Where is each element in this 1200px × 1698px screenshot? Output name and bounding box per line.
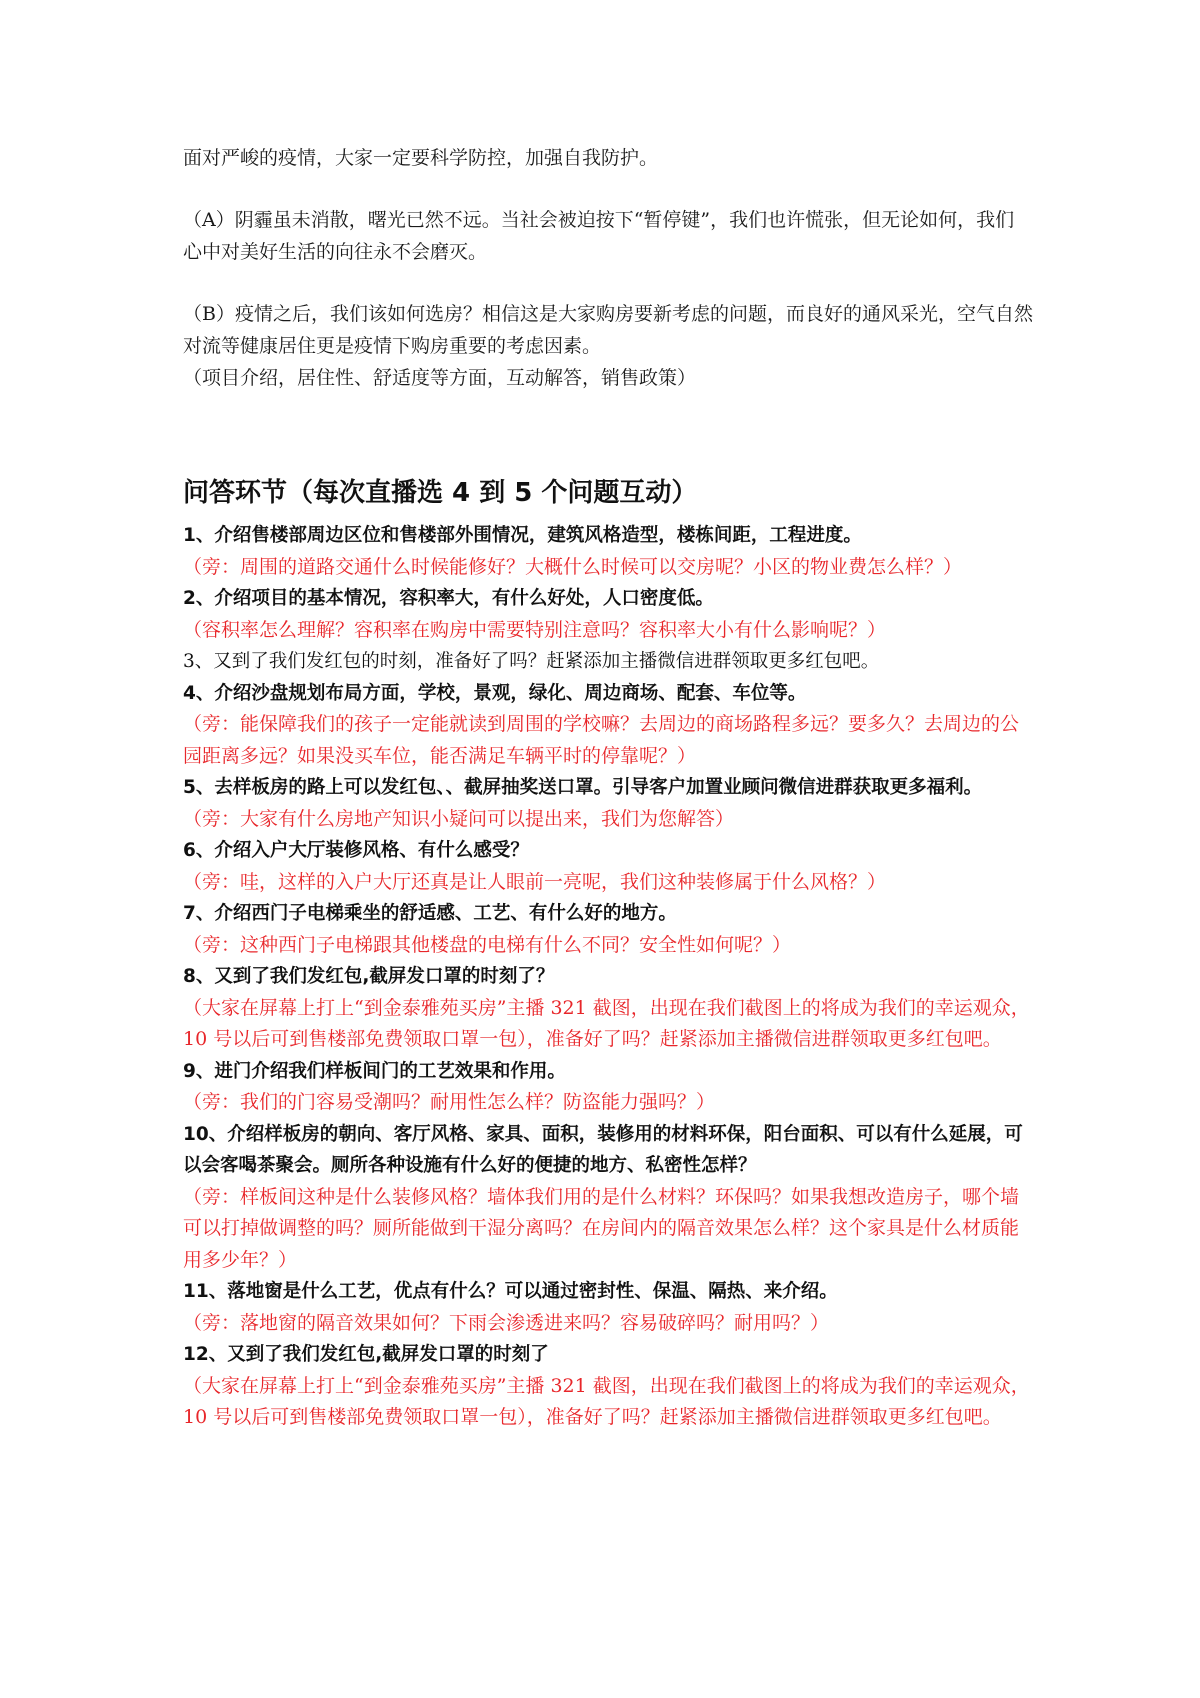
intro-paragraph-note: （项目介绍，居住性、舒适度等方面，互动解答，销售政策） xyxy=(183,367,697,389)
section-title: 问答环节（每次直播选 4 到 5 个问题互动） xyxy=(183,478,698,508)
note-5: （旁：大家有什么房地产知识小疑问可以提出来，我们为您解答） xyxy=(183,807,735,830)
note-4: （旁：能保障我们的孩子一定能就读到周围的学校嘛？去周边的商场路程多远？要多久？去周边的公园距离多远？如果没买车位，能否满足车辆平时的停靠呢？） xyxy=(183,713,1020,767)
intro-paragraph-b: （B）疫情之后，我们该如何选房？相信这是大家购房要新考虑的问题，而良好的通风采光，空气自然对流等健康居住更是疫情下购房重要的考虑因素。 xyxy=(183,303,1033,357)
note-10: （旁：样板间这种是什么装修风格？墙体我们用的是什么材料？环保吗？如果我想改造房子，哪个墙可以打掉做调整的吗？厕所能做到干湿分离吗？在房间内的隔音效果怎么样？这个家具是什么材质能用多少年？） xyxy=(183,1185,1020,1271)
note-8: （大家在屏幕上打上“到金泰雅苑买房”主播 321 截图，出现在我们截图上的将成为我们的幸运观众，10 号以后可到售楼部免费领取口罩一包），准备好了吗？赶紧添加主播微信进群领取更多红包吧。 xyxy=(183,996,1030,1050)
question-9: 9、进门介绍我们样板间门的工艺效果和作用。 xyxy=(183,1060,566,1082)
question-11: 11、落地窗是什么工艺，优点有什么？可以通过密封性、保温、隔热、来介绍。 xyxy=(183,1281,838,1302)
note-12: （大家在屏幕上打上“到金泰雅苑买房”主播 321 截图，出现在我们截图上的将成为我们的幸运观众，10 号以后可到售楼部免费领取口罩一包），准备好了吗？赶紧添加主播微信进群领取更多红包吧。 xyxy=(183,1374,1030,1428)
question-6: 6、介绍入户大厅装修风格、有什么感受？ xyxy=(183,840,529,861)
document-page xyxy=(183,142,1033,1434)
intro-paragraph-1: 面对严峻的疫情，大家一定要科学防控，加强自我防护。 xyxy=(183,147,659,169)
question-1: 1、介绍售楼部周边区位和售楼部外围情况，建筑风格造型，楼栋间距，工程进度。 xyxy=(183,525,862,546)
qa-list xyxy=(183,520,1033,1434)
note-6: （旁：哇，这样的入户大厅还真是让人眼前一亮呢，我们这种装修属于什么风格？） xyxy=(183,870,887,893)
intro-paragraph-a: （A）阴霾虽未消散，曙光已然不远。当社会被迫按下“暂停键”，我们也许慌张，但无论如何，我们心中对美好生活的向往永不会磨灭。 xyxy=(183,209,1015,263)
note-1: （旁：周围的道路交通什么时候能修好？大概什么时候可以交房呢？小区的物业费怎么样？） xyxy=(183,555,963,578)
question-12: 12、又到了我们发红包,截屏发口罩的时刻了 xyxy=(183,1344,549,1365)
question-8: 8、又到了我们发红包,截屏发口罩的时刻了？ xyxy=(183,966,555,987)
question-7: 7、介绍西门子电梯乘坐的舒适感、工艺、有什么好的地方。 xyxy=(183,903,677,924)
note-11: （旁：落地窗的隔音效果如何？下雨会渗透进来吗？容易破碎吗？耐用吗？） xyxy=(183,1311,830,1334)
note-7: （旁：这种西门子电梯跟其他楼盘的电梯有什么不同？安全性如何呢？） xyxy=(183,933,792,956)
question-10: 10、介绍样板房的朝向、客厅风格、家具、面积，装修用的材料环保，阳台面积、可以有什么延展，可以会客喝茶聚会。厕所各种设施有什么好的便捷的地方、私密性怎样？ xyxy=(183,1123,1023,1176)
note-2: （容积率怎么理解？容积率在购房中需要特别注意吗？容积率大小有什么影响呢？） xyxy=(183,618,887,641)
question-2: 2、介绍项目的基本情况，容积率大，有什么好处，人口密度低。 xyxy=(183,588,714,609)
question-5: 5、去样板房的路上可以发红包、、截屏抽奖送口罩。引导客户加置业顾问微信进群获取更多福利。 xyxy=(183,777,983,798)
question-4: 4、介绍沙盘规划布局方面，学校，景观，绿化、周边商场、配套、车位等。 xyxy=(183,682,807,704)
note-9: （旁：我们的门容易受潮吗？耐用性怎么样？防盗能力强吗？） xyxy=(183,1091,716,1113)
question-3: 3、又到了我们发红包的时刻，准备好了吗？赶紧添加主播微信进群领取更多红包吧。 xyxy=(183,651,880,672)
